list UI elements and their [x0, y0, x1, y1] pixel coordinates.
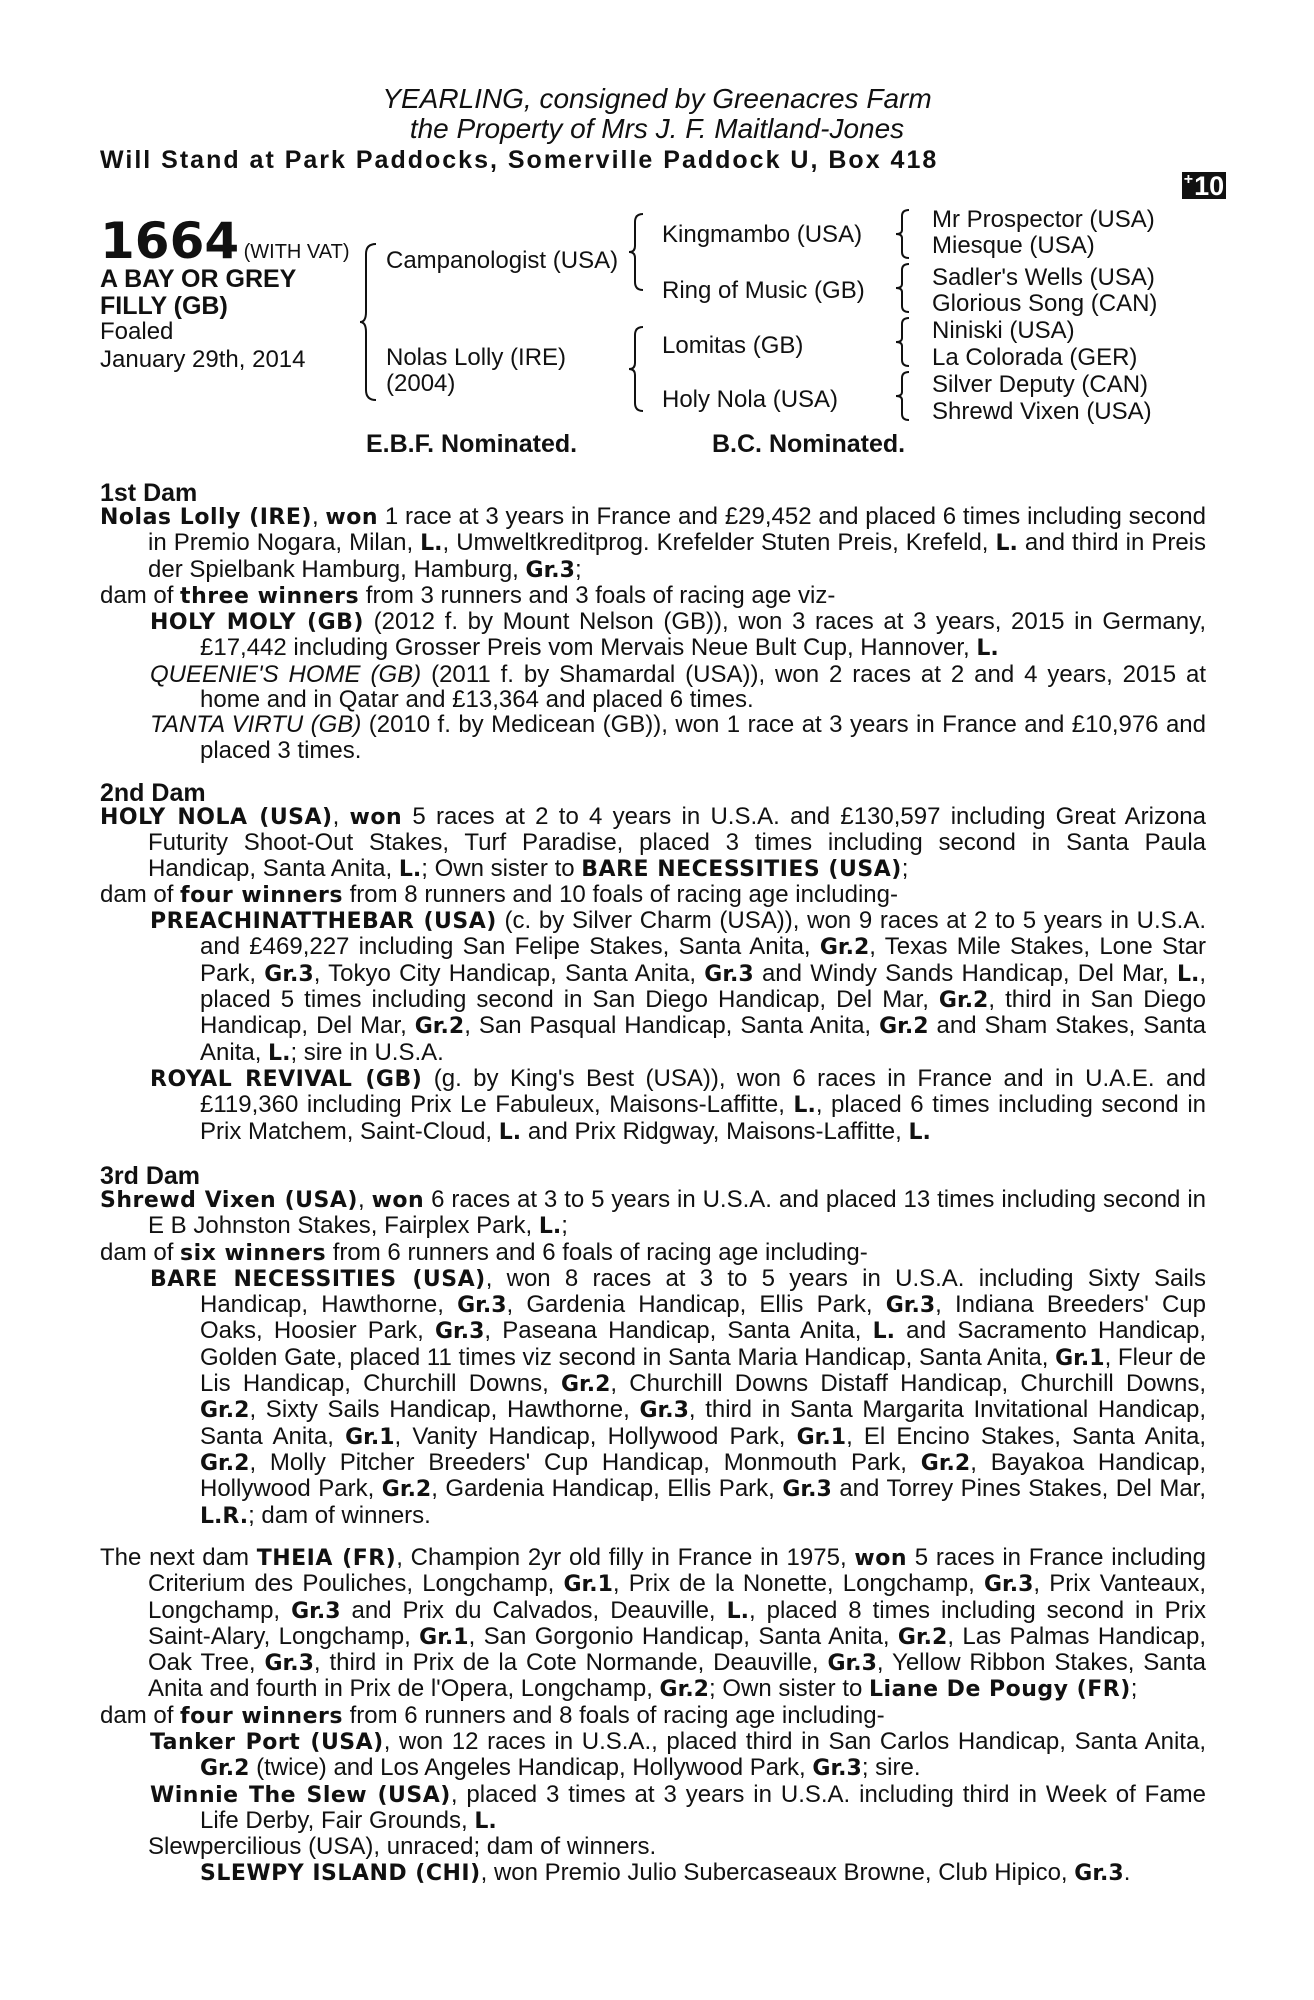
- grade-tag: Gr.1: [563, 1572, 613, 1598]
- text: dam of: [100, 1701, 181, 1729]
- pedigree-dam-dam: Holy Nola (USA): [662, 386, 839, 413]
- location-line: Will Stand at Park Paddocks, Somerville Paddock U, Box 418: [100, 146, 939, 174]
- text: 6 races at 3 to 5 years in U.S.A. and placed 13 times including second in E B Johnston Stakes, Fairplex Park,: [148, 1186, 1207, 1240]
- dam-name: Nolas Lolly (IRE): [100, 505, 312, 530]
- pedigree-dds: Silver Deputy (CAN): [932, 371, 1149, 398]
- text: The next dam: [100, 1544, 257, 1571]
- text: from 8 runners and 10 foals of racing age including-: [342, 880, 898, 908]
- grade-tag: Gr.3: [885, 1293, 936, 1319]
- text: from 3 runners and 3 foals of racing age viz-: [359, 581, 836, 609]
- grade-tag: Gr.2: [819, 935, 870, 961]
- text: , won Premio Julio Subercaseaux Browne, Club Hipico,: [480, 1858, 1075, 1886]
- grade-tag: Gr.2: [920, 1450, 971, 1476]
- text: , Prix de la Nonette, Longchamp,: [612, 1570, 984, 1598]
- winners-count: three winners: [180, 583, 360, 609]
- pedigree-dam-sire: Lomitas (GB): [662, 332, 804, 359]
- text: , Yellow Ribbon Stakes, Santa Anita and fourth in Prix de l'Opera, Longchamp,: [148, 1649, 1207, 1703]
- produce-item: [100, 609, 1206, 662]
- text: , placed 8 times including second in Prix Saint-Alary, Longchamp,: [148, 1596, 1207, 1650]
- produce-name: HOLY MOLY (GB): [150, 610, 364, 636]
- grade-tag: Gr.2: [200, 1398, 250, 1424]
- produce-name: Tanker Port (USA): [150, 1730, 384, 1756]
- produce-name: Winnie The Slew (USA): [150, 1782, 451, 1808]
- grade-tag: Gr.3: [525, 557, 575, 583]
- grade-tag: Gr.3: [264, 1651, 314, 1677]
- text: , Texas Mile Stakes, Lone Star Park,: [200, 933, 1206, 987]
- ebf-nominated: E.B.F. Nominated.: [366, 430, 578, 458]
- pedigree-brace-main: [360, 242, 380, 402]
- produce-name: PREACHINATTHEBAR (USA): [150, 909, 497, 935]
- produce-summary: [100, 583, 1206, 609]
- text: (2011 f. by Shamardal (USA)), won 2 races at 2 and 4 years, 2015 at home and in Qatar and £13,364 and placed 6 times.: [200, 660, 1207, 714]
- won-label: won: [854, 1546, 907, 1571]
- text: , won 8 races at 3 to 5 years in U.S.A. including Sixty Sails Handicap, Hawthorne,: [200, 1264, 1207, 1319]
- text: ;: [901, 854, 909, 882]
- listed-tag: L.: [908, 1119, 931, 1145]
- grade-tag: Gr.3: [782, 1477, 832, 1503]
- text: , Tokyo City Handicap, Santa Anita,: [313, 959, 705, 987]
- produce-item: [100, 1266, 1206, 1529]
- pedigree-sdd: Glorious Song (CAN): [932, 290, 1158, 317]
- text: , Sixty Sails Handicap, Hawthorne,: [249, 1396, 640, 1424]
- text: , Las Palmas Handicap, Oak Tree,: [148, 1622, 1206, 1677]
- produce-item: [100, 712, 1206, 763]
- text: dam of: [100, 581, 181, 609]
- text: (g. by King's Best (USA)), won 6 races in France and in U.A.E. and £119,360 including Prix Le Fabuleux, Maisons-Laffitte,: [200, 1064, 1206, 1119]
- grade-tag: Gr.3: [1074, 1860, 1124, 1886]
- text: , Indiana Breeders' Cup Oaks, Hoosier Park,: [200, 1291, 1206, 1345]
- text: ;: [1130, 1675, 1138, 1703]
- text: , Umweltkreditprog. Krefelder Stuten Preis, Krefeld,: [442, 529, 996, 557]
- produce-name: SLEWPY ISLAND (CHI): [200, 1860, 481, 1886]
- text: , placed 5 times including second in San Diego Handicap, Del Mar,: [200, 959, 1206, 1014]
- second-dam-record: HOLY NOLA (USA), won 5 races at 2 to 4 years in U.S.A. and £130,597 including Great Arizona Futurity Shoot-Out Stakes, Turf Paradise, placed 3 times including second in Santa Paula Handicap, Santa Anita, L.; Own sister to BARE NECESSITIES (USA);: [100, 803, 1206, 882]
- grade-tag: Gr.2: [414, 1014, 465, 1040]
- pedigree-dam: Nolas Lolly (IRE): [386, 344, 567, 371]
- grade-tag: Gr.3: [639, 1398, 689, 1424]
- first-dam-section: [100, 504, 1206, 763]
- sister-name: Liane De Pougy (FR): [869, 1677, 1131, 1703]
- grade-tag: Gr.3: [264, 961, 314, 987]
- winners-count: four winners: [180, 882, 343, 908]
- lot-desc-2: FILLY (GB): [100, 292, 228, 320]
- grade-tag: Gr.3: [983, 1572, 1034, 1598]
- vat-label: (WITH VAT): [243, 241, 350, 263]
- consignor-line: YEARLING, consigned by Greenacres Farm: [382, 83, 932, 114]
- text: ; Own sister to: [421, 854, 582, 882]
- pedigree-sire-sire: Kingmambo (USA): [662, 221, 863, 248]
- text: , Churchill Downs Distaff Handicap, Churchill Downs,: [610, 1370, 1206, 1398]
- text: 5 races in France including Criterium des Pouliches, Longchamp,: [148, 1544, 1207, 1598]
- pedigree-brace-ds: [896, 316, 912, 368]
- produce-item: [100, 1782, 1206, 1835]
- text: and Prix du Calvados, Deauville,: [340, 1596, 727, 1624]
- text: and Windy Sands Handicap, Del Mar,: [753, 959, 1177, 987]
- sister-name: BARE NECESSITIES (USA): [581, 856, 902, 882]
- won-label: won: [349, 805, 403, 830]
- text: , Gardenia Handicap, Ellis Park,: [431, 1475, 783, 1503]
- text: and Sacramento Handicap, Golden Gate, placed 11 times viz second in Santa Maria Handicap, Santa Anita,: [200, 1317, 1207, 1371]
- text: , Vanity Handicap, Hollywood Park,: [394, 1422, 797, 1450]
- text: dam of: [100, 1238, 181, 1266]
- listed-tag: L.: [498, 1119, 522, 1145]
- text: , Paseana Handicap, Santa Anita,: [484, 1317, 873, 1345]
- badge-number: 10: [1194, 171, 1225, 201]
- pedigree-brace-ss: [896, 208, 912, 260]
- pedigree-dsd: La Colorada (GER): [932, 344, 1138, 371]
- produce-item: [100, 1834, 1206, 1859]
- won-label: won: [371, 1188, 425, 1213]
- grade-tag: Gr.1: [796, 1424, 847, 1450]
- pedigree-ddd: Shrewd Vixen (USA): [932, 398, 1152, 425]
- text: and Torrey Pines Stakes, Del Mar,: [831, 1475, 1207, 1503]
- produce-summary: [100, 1703, 1206, 1729]
- winners-count: six winners: [180, 1240, 327, 1266]
- text: (twice) and Los Angeles Handicap, Hollywood Park,: [249, 1754, 813, 1782]
- text: from 6 runners and 6 foals of racing age including-: [326, 1238, 868, 1266]
- text: , third in Prix de la Cote Normande, Deauville,: [313, 1649, 828, 1677]
- text: , El Encino Stakes, Santa Anita,: [846, 1422, 1206, 1450]
- property-line: the Property of Mrs J. F. Maitland-Jones: [409, 113, 905, 144]
- listed-tag: L.: [268, 1040, 291, 1066]
- text: from 6 runners and 8 foals of racing age including-: [342, 1701, 885, 1729]
- grade-tag: Gr.2: [938, 988, 989, 1014]
- bc-nominated: B.C. Nominated.: [712, 430, 906, 458]
- grade-tag: Gr.2: [200, 1756, 250, 1782]
- text: .: [1123, 1858, 1131, 1886]
- produce-name: QUEENIE'S HOME (GB): [150, 660, 422, 688]
- listed-tag: L.: [976, 636, 999, 662]
- pedigree-brace-sd: [896, 262, 912, 314]
- grade-tag: Gr.3: [457, 1293, 507, 1319]
- text: ; sire in U.S.A.: [290, 1038, 444, 1066]
- listed-tag: L.: [1176, 961, 1200, 987]
- grade-tag: Gr.2: [200, 1450, 250, 1476]
- listed-tag: L.: [538, 1214, 562, 1240]
- third-dam-record: Shrewd Vixen (USA), won 6 races at 3 to 5 years in U.S.A. and placed 13 times including second in E B Johnston Stakes, Fairplex Park, L.;: [100, 1186, 1207, 1240]
- first-dam-heading: 1st Dam: [100, 479, 198, 507]
- produce-item: [100, 1860, 1206, 1886]
- text: Slewpercilious (USA), unraced; dam of winners.: [148, 1833, 657, 1861]
- pedigree-sss: Mr Prospector (USA): [932, 206, 1155, 233]
- grade-tag: Gr.1: [419, 1624, 469, 1650]
- text: ; sire.: [861, 1754, 921, 1782]
- listed-tag: L.: [398, 856, 422, 882]
- text: , Prix Vanteaux, Longchamp,: [148, 1570, 1207, 1624]
- text: , third in Santa Margarita Invitational Handicap, Santa Anita,: [200, 1396, 1206, 1450]
- won-label: won: [325, 505, 379, 530]
- second-dam-section: [100, 804, 1206, 1145]
- third-dam-section: [100, 1187, 1206, 1529]
- pedigree-sire: Campanologist (USA): [386, 247, 619, 274]
- produce-summary: [100, 1240, 1206, 1266]
- listed-restricted-tag: L.R.: [200, 1503, 249, 1529]
- text: , Bayakoa Handicap, Hollywood Park,: [200, 1448, 1206, 1503]
- lot-desc-1: A BAY OR GREY: [100, 265, 297, 293]
- grade-tag: Gr.3: [812, 1756, 862, 1782]
- third-dam-heading: 3rd Dam: [100, 1162, 201, 1190]
- listed-tag: L.: [420, 531, 443, 557]
- listed-tag: L.: [793, 1093, 816, 1119]
- grade-tag: Gr.1: [1055, 1345, 1105, 1371]
- grade-tag: Gr.2: [879, 1014, 929, 1040]
- text: , third in San Diego Handicap, Del Mar,: [200, 986, 1206, 1040]
- text: dam of: [100, 880, 181, 908]
- grade-tag: Gr.1: [345, 1424, 395, 1450]
- listed-tag: L.: [474, 1808, 497, 1834]
- grade-tag: Gr.3: [291, 1598, 341, 1624]
- grade-tag: Gr.3: [704, 961, 754, 987]
- grade-tag: Gr.3: [434, 1319, 485, 1345]
- text: , Fleur de Lis Handicap, Churchill Downs,: [200, 1343, 1207, 1398]
- produce-name: TANTA VIRTU (GB): [150, 711, 362, 739]
- grade-tag: Gr.3: [827, 1651, 877, 1677]
- pedigree-ssd: Miesque (USA): [932, 232, 1095, 259]
- first-dam-record: Nolas Lolly (IRE), won 1 race at 3 years in France and £29,452 and placed 6 times including second in Premio Nogara, Milan, L., Umweltkreditprog. Krefelder Stuten Preis, Krefeld, L. and third in Preis der Spielbank Hamburg, Hamburg, Gr.3;: [100, 503, 1206, 583]
- badge-plus: +: [1183, 171, 1194, 188]
- pedigree-brace-sire: [629, 212, 647, 292]
- text: , Molly Pitcher Breeders' Cup Handicap, Monmouth Park,: [249, 1448, 921, 1476]
- next-dam-record: [100, 1545, 1206, 1703]
- text: and Prix Ridgway, Maisons-Laffitte,: [521, 1117, 909, 1145]
- dam-name: Shrewd Vixen (USA): [100, 1188, 358, 1213]
- text: , placed 3 times at 3 years in U.S.A. including third in Week of Fame Life Derby, Fair Grounds,: [200, 1780, 1207, 1834]
- pedigree-brace-dam: [629, 325, 647, 413]
- text: and third in Preis der Spielbank Hamburg, Hamburg,: [148, 529, 1206, 583]
- dam-name: THEIA (FR): [256, 1546, 397, 1571]
- text: ; dam of winners.: [248, 1501, 431, 1529]
- text: , San Gorgonio Handicap, Santa Anita,: [468, 1622, 898, 1650]
- produce-name: BARE NECESSITIES (USA): [150, 1266, 486, 1292]
- text: ; Own sister to: [708, 1675, 870, 1703]
- listed-tag: L.: [726, 1598, 749, 1624]
- next-dam-section: [100, 1545, 1206, 1886]
- pedigree-sds: Sadler's Wells (USA): [932, 264, 1155, 291]
- foaled-label: Foaled: [100, 318, 174, 345]
- lot-badge: [1182, 172, 1226, 199]
- text: (c. by Silver Charm (USA)), won 9 races at 2 to 5 years in U.S.A. and £469,227 including San Felipe Stakes, Santa Anita,: [200, 907, 1206, 961]
- text: , Gardenia Handicap, Ellis Park,: [506, 1291, 886, 1319]
- second-dam-heading: 2nd Dam: [100, 779, 206, 807]
- text: 5 races at 2 to 4 years in U.S.A. and £130,597 including Great Arizona Futurity Shoot-Out Stakes, Turf Paradise, placed 3 times including second in Santa Paula Handicap, Santa Anita,: [148, 803, 1206, 882]
- text: ;: [561, 1212, 568, 1240]
- text: , won 12 races in U.S.A., placed third in San Carlos Handicap, Santa Anita,: [383, 1728, 1206, 1756]
- pedigree-dam-year: (2004): [386, 370, 456, 397]
- text: and Sham Stakes, Santa Anita,: [200, 1012, 1207, 1066]
- grade-tag: Gr.2: [560, 1372, 611, 1398]
- produce-item: [100, 1066, 1206, 1145]
- winners-count: four winners: [180, 1703, 343, 1729]
- lot-number: [100, 212, 350, 270]
- produce-item: [100, 1729, 1206, 1782]
- text: 1 race at 3 years in France and £29,452 and placed 6 times including second in Premio Nogara, Milan,: [148, 503, 1206, 557]
- text: , Champion 2yr old filly in France in 1975,: [396, 1544, 855, 1571]
- listed-tag: L.: [872, 1319, 895, 1345]
- produce-item: [100, 908, 1206, 1066]
- pedigree-sire-dam: Ring of Music (GB): [662, 277, 865, 304]
- foaled-date: January 29th, 2014: [100, 346, 306, 373]
- grade-tag: Gr.2: [659, 1677, 709, 1703]
- text: , San Pasqual Handicap, Santa Anita,: [464, 1012, 880, 1040]
- produce-summary: [100, 882, 1206, 908]
- pedigree-brace-dd: [896, 370, 912, 422]
- grade-tag: Gr.2: [381, 1477, 432, 1503]
- text: (2012 f. by Mount Nelson (GB)), won 3 races at 3 years, 2015 in Germany, £17,442 including Grosser Preis vom Mervais Neue Bult Cup, Hannover,: [200, 608, 1206, 662]
- text: , placed 6 times including second in Prix Matchem, Saint-Cloud,: [200, 1091, 1206, 1145]
- grade-tag: Gr.2: [897, 1624, 948, 1650]
- pedigree-dss: Niniski (USA): [932, 317, 1075, 344]
- dam-name: HOLY NOLA (USA): [100, 805, 333, 830]
- lot-number-value: 1664: [100, 212, 240, 270]
- text: ;: [574, 555, 582, 583]
- produce-item: [100, 662, 1206, 713]
- listed-tag: L.: [995, 531, 1018, 557]
- text: (2010 f. by Medicean (GB)), won 1 race at 3 years in France and £10,976 and placed 3 times.: [200, 711, 1206, 764]
- produce-name: ROYAL REVIVAL (GB): [150, 1066, 423, 1092]
